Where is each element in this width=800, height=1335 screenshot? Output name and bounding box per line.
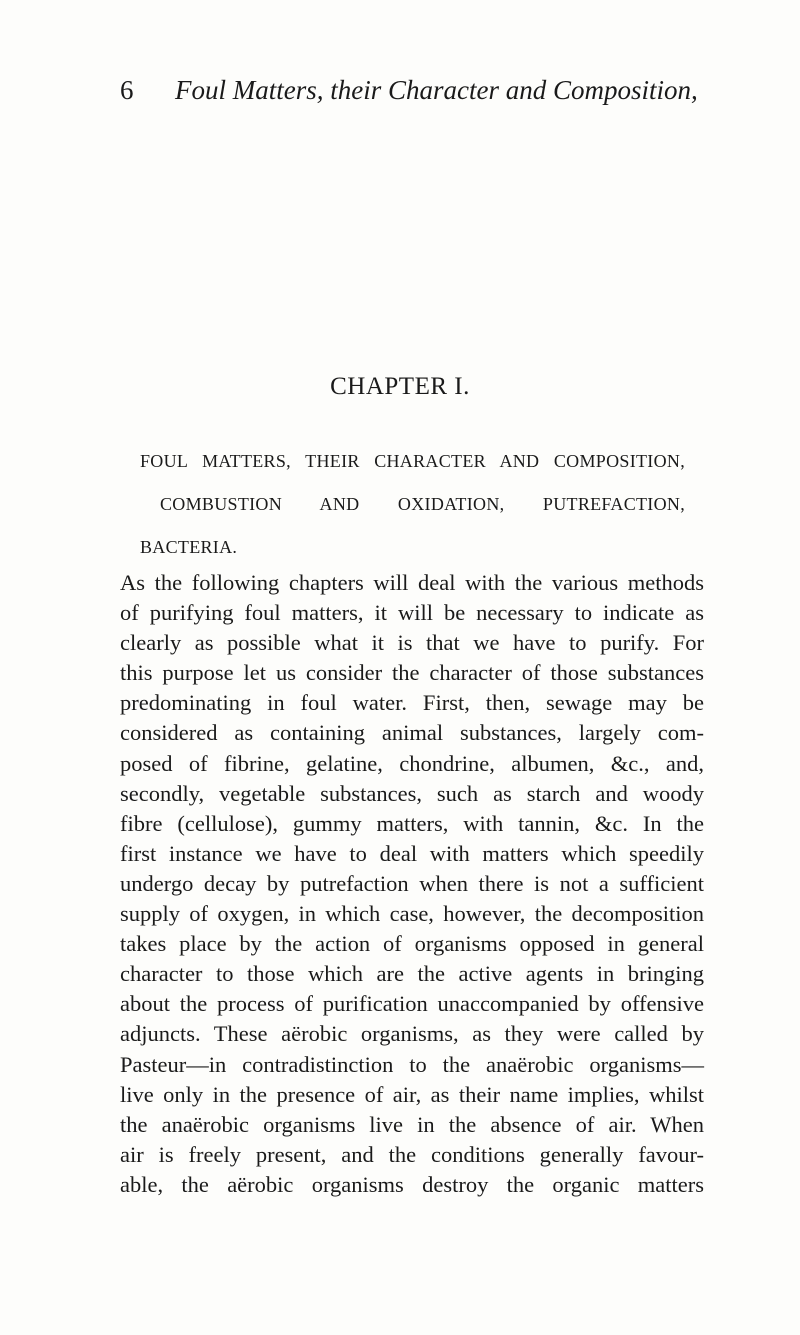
- body-line: air is freely present, and the conditions generally favour-: [120, 1141, 704, 1167]
- summary-line: BACTERIA.: [140, 537, 238, 557]
- chapter-summary: [140, 440, 685, 569]
- body-line: Pasteur—in contradistinction to the anaërobic organisms—: [120, 1051, 704, 1077]
- body-line: undergo decay by putrefaction when there is not a sufficient: [120, 870, 704, 896]
- body-line: takes place by the action of organisms opposed in general: [120, 931, 704, 957]
- body-line: character to those which are the active agents in bringing: [120, 961, 704, 987]
- running-head-title: Foul Matters, their Character and Composition,: [175, 75, 698, 105]
- running-head: [120, 70, 700, 110]
- chapter-heading: CHAPTER I.: [330, 373, 470, 400]
- body-text: [120, 568, 704, 1200]
- body-line: posed of fibrine, gelatine, chondrine, albumen, &c., and,: [120, 750, 704, 776]
- body-line: this purpose let us consider the character of those substances: [120, 660, 704, 686]
- summary-line: FOUL MATTERS, THEIR CHARACTER AND COMPOSITION,: [140, 451, 685, 471]
- page-number: 6: [120, 75, 134, 105]
- body-line: clearly as possible what it is that we have to purify. For: [120, 630, 704, 656]
- body-line: fibre (cellulose), gummy matters, with tannin, &c. In the: [120, 810, 704, 836]
- body-line: predominating in foul water. First, then, sewage may be: [120, 690, 704, 716]
- body-line: adjuncts. These aërobic organisms, as they were called by: [120, 1021, 704, 1047]
- body-line: secondly, vegetable substances, such as starch and woody: [120, 780, 704, 806]
- body-line: As the following chapters will deal with the various methods: [120, 570, 704, 595]
- body-line: able, the aërobic organisms destroy the organic matters: [120, 1171, 704, 1197]
- body-line: supply of oxygen, in which case, however, the decomposition: [120, 901, 704, 927]
- summary-line: COMBUSTION AND OXIDATION, PUTREFACTION,: [160, 494, 685, 514]
- body-line: of purifying foul matters, it will be necessary to indicate as: [120, 600, 704, 626]
- body-line: the anaërobic organisms live in the absence of air. When: [120, 1111, 704, 1137]
- body-line: live only in the presence of air, as their name implies, whilst: [120, 1081, 704, 1107]
- body-line: about the process of purification unaccompanied by offensive: [120, 991, 704, 1017]
- body-line: considered as containing animal substances, largely com-: [120, 720, 704, 746]
- body-line: first instance we have to deal with matters which speedily: [120, 840, 704, 866]
